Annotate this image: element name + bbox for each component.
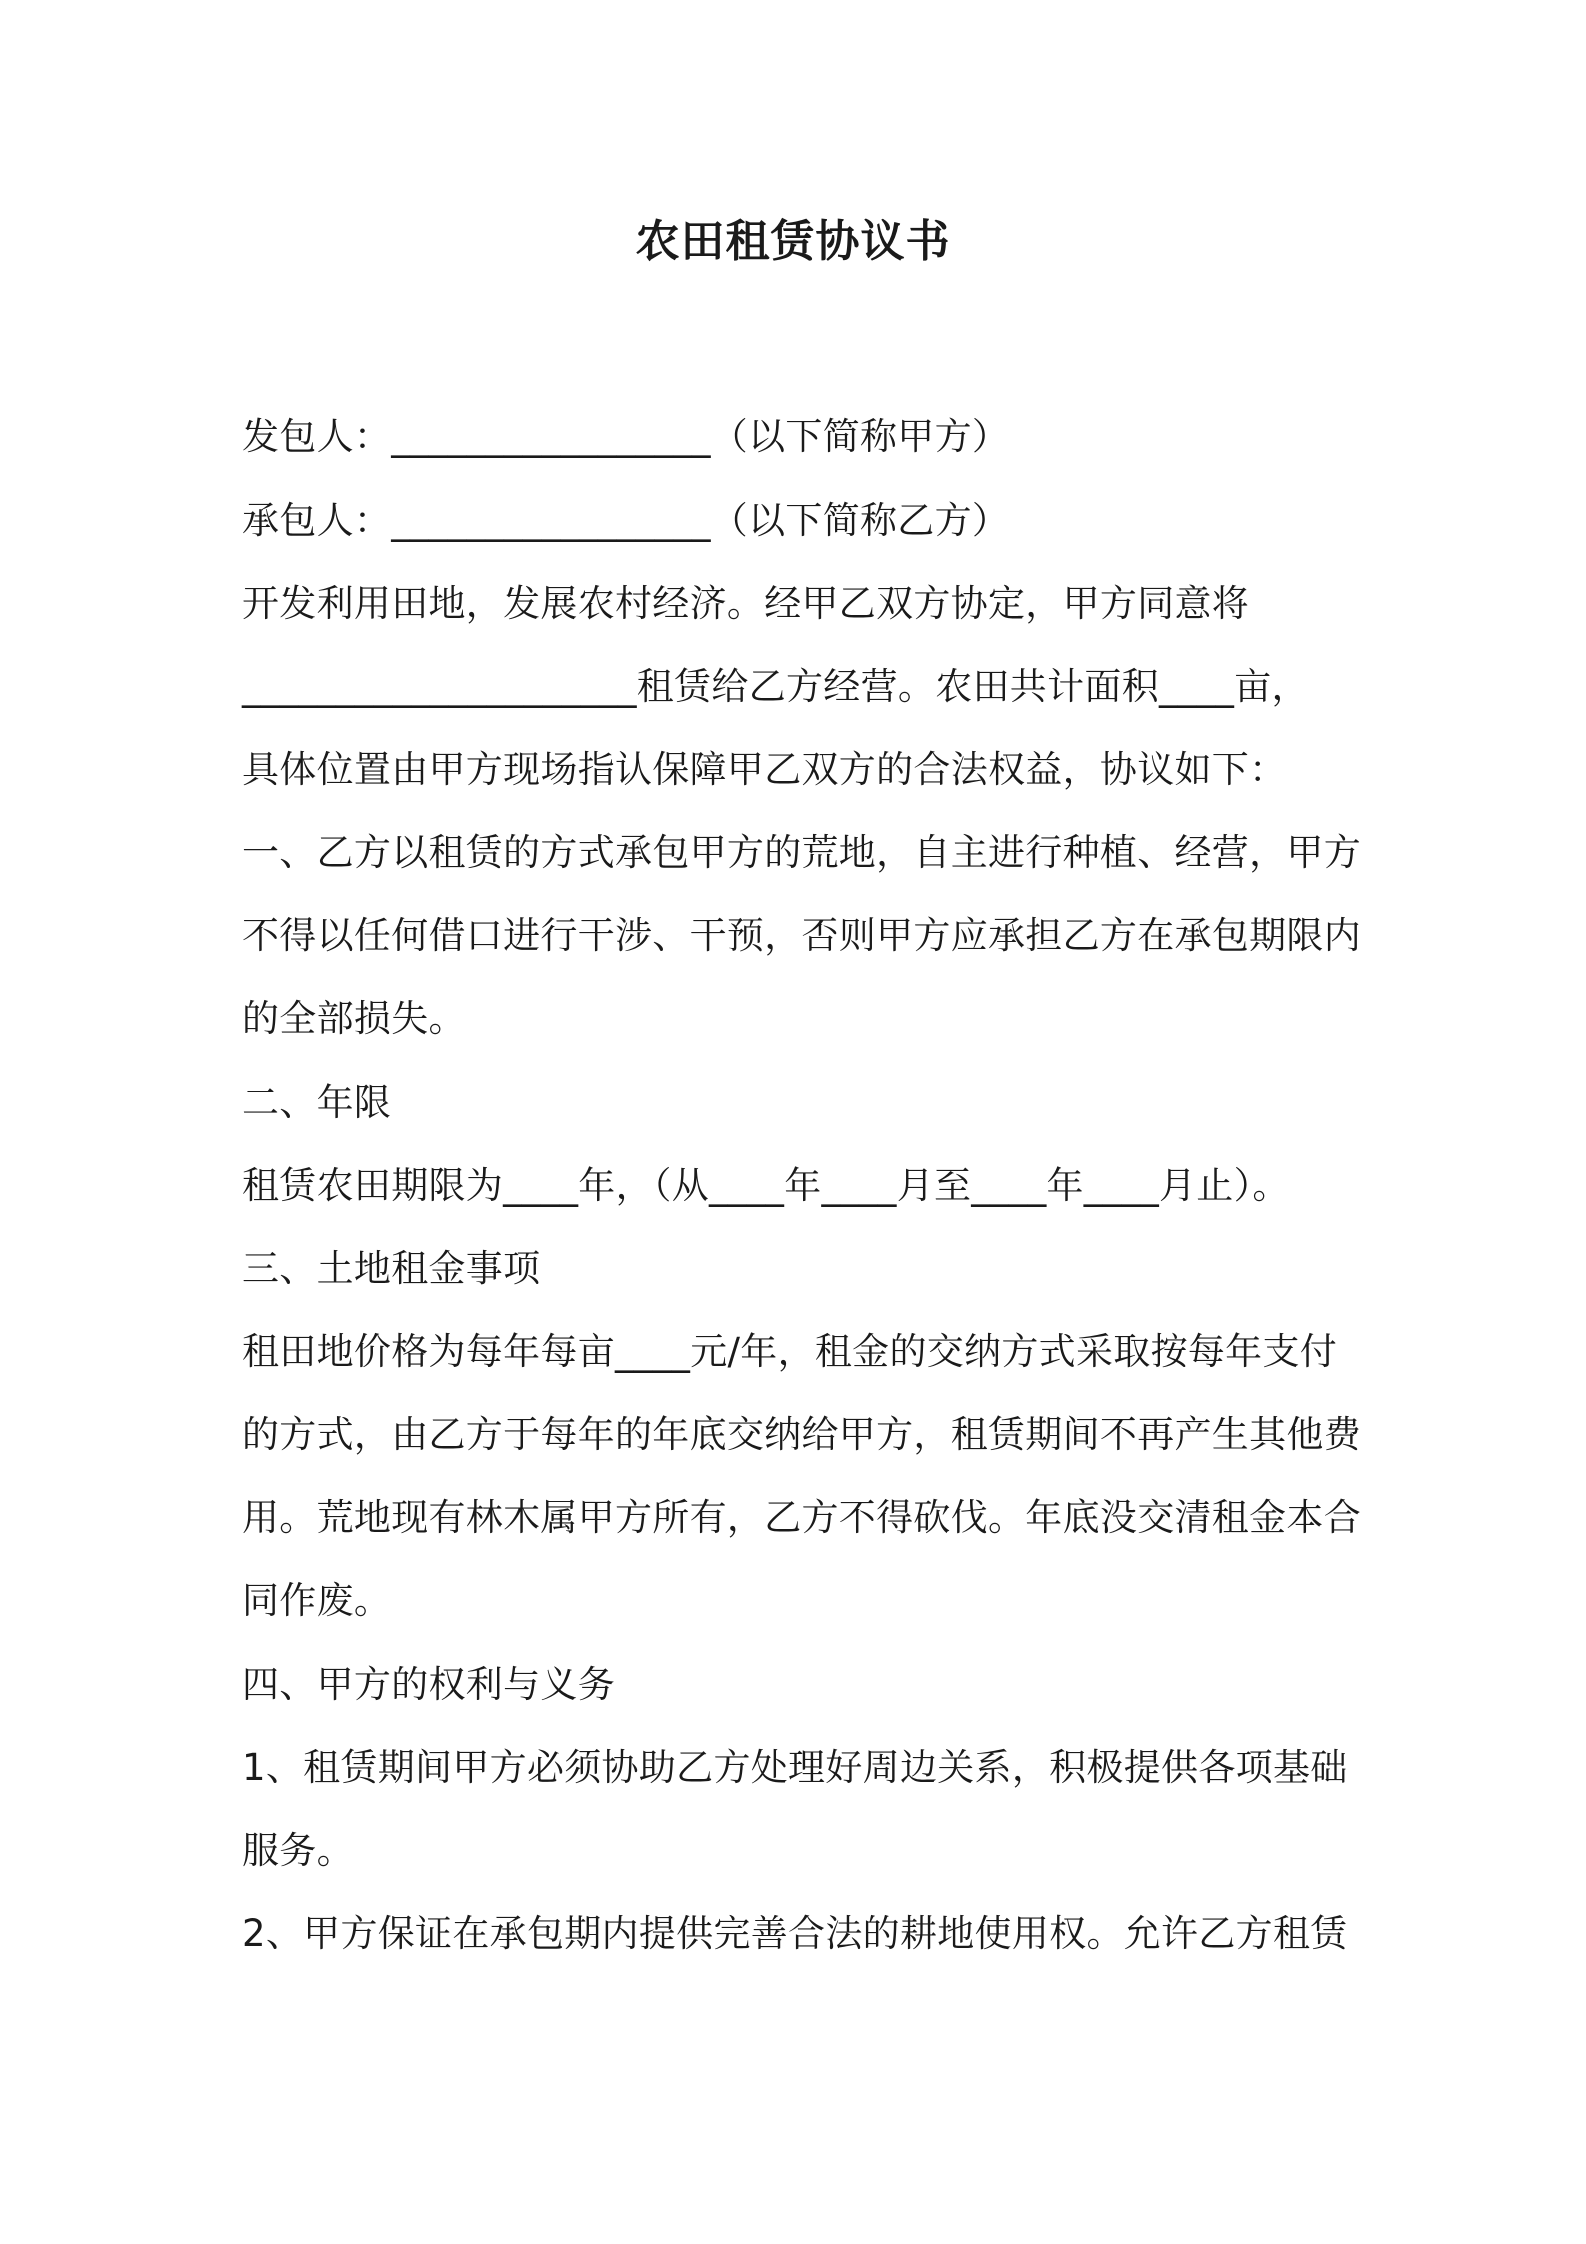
section-heading: 三、土地租金事项	[242, 1247, 541, 1290]
contract-clause-line: 的方式，由乙方于每年的年底交纳给甲方，租赁期间不再产生其他费	[242, 1413, 1361, 1456]
contract-clause-line: 租赁农田期限为____年，（从____年____月至____年____月止）。	[242, 1164, 1290, 1207]
contract-clause-line: 同作废。	[242, 1579, 392, 1622]
document-title: 农田租赁协议书	[635, 216, 951, 267]
contract-clause-line: 不得以任何借口进行干涉、干预，否则甲方应承担乙方在承包期限内	[242, 914, 1361, 957]
contract-clause-line: 用。荒地现有林木属甲方所有，乙方不得砍伐。年底没交清租金本合	[242, 1496, 1361, 1539]
contract-clause-line: 的全部损失。	[242, 997, 466, 1040]
contract-party-a-line: 发包人：_________________（以下简称甲方）	[242, 415, 1010, 458]
contract-paragraph-line: _____________________租赁给乙方经营。农田共计面积____亩，	[242, 665, 1309, 708]
section-heading: 二、年限	[242, 1081, 392, 1124]
contract-clause-line: 服务。	[242, 1829, 354, 1872]
contract-paragraph-line: 开发利用田地，发展农村经济。经甲乙双方协定，甲方同意将	[242, 582, 1250, 625]
contract-party-b-line: 承包人：_________________（以下简称乙方）	[242, 499, 1010, 542]
contract-clause-line: 2、甲方保证在承包期内提供完善合法的耕地使用权。允许乙方租赁	[242, 1912, 1348, 1955]
contract-paragraph-line: 具体位置由甲方现场指认保障甲乙双方的合法权益，协议如下：	[242, 748, 1287, 791]
contract-clause-line: 租田地价格为每年每亩____元/年，租金的交纳方式采取按每年支付	[242, 1330, 1338, 1373]
contract-clause-line: 1、租赁期间甲方必须协助乙方处理好周边关系，积极提供各项基础	[242, 1746, 1348, 1789]
contract-clause-line: 一、乙方以租赁的方式承包甲方的荒地，自主进行种植、经营，甲方	[242, 831, 1361, 874]
section-heading: 四、甲方的权利与义务	[242, 1663, 615, 1706]
